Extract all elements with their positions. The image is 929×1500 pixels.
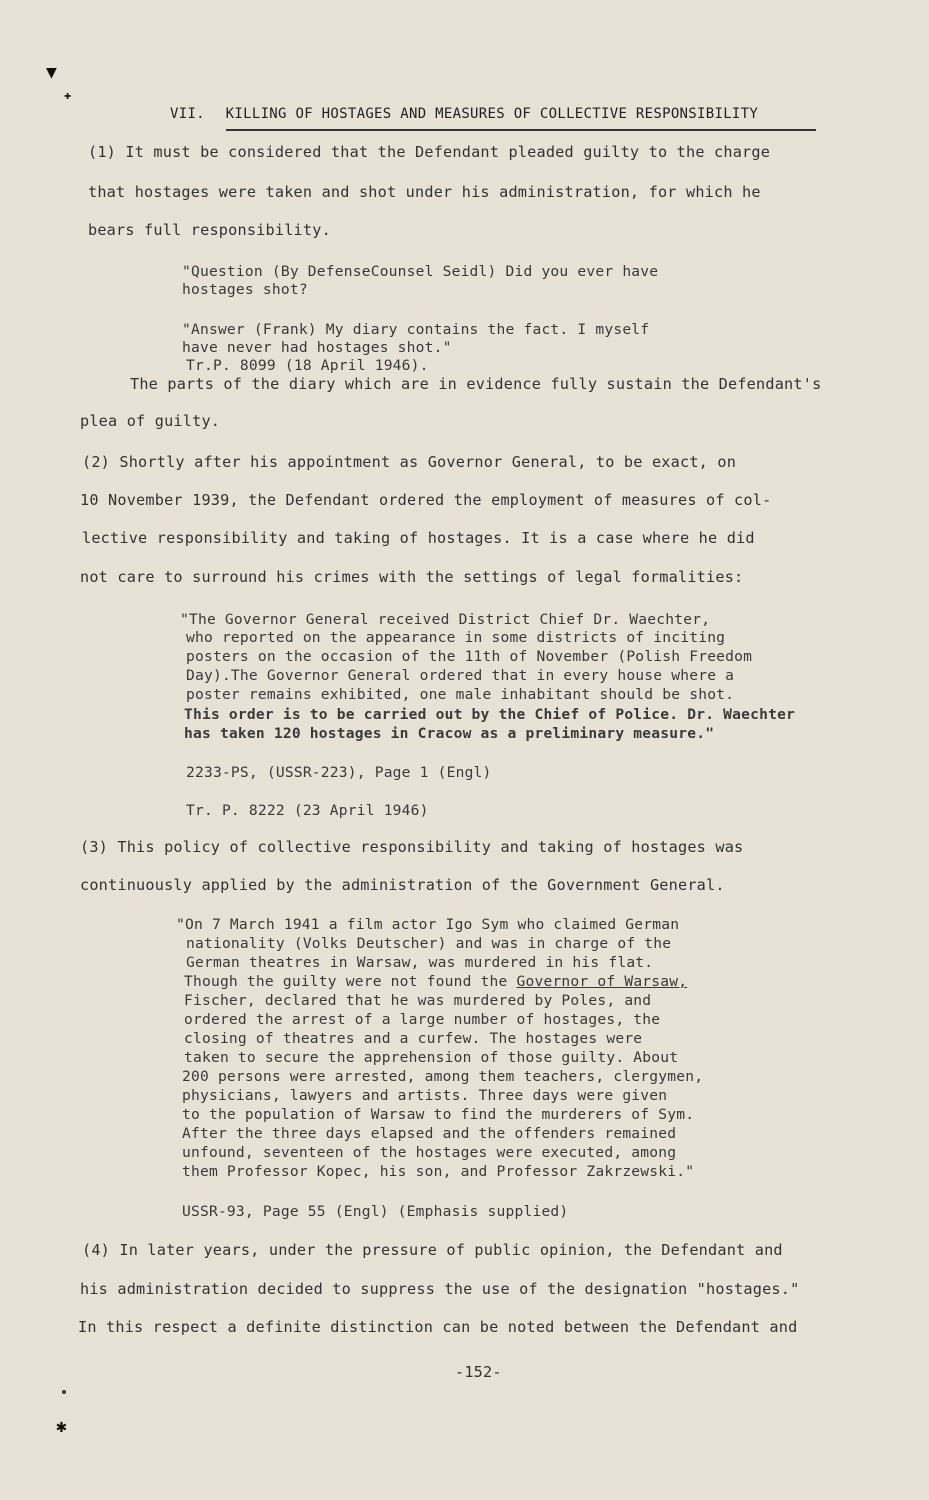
para2-line2: 10 November 1939, the Defendant ordered the employment of measures of col- bbox=[80, 491, 772, 509]
section-number: VII. bbox=[170, 106, 205, 122]
quote-sym-line1: "On 7 March 1941 a film actor Igo Sym who claimed German bbox=[176, 916, 680, 933]
quote-answer-line1: "Answer (Frank) My diary contains the fact. I myself bbox=[182, 321, 650, 338]
quote-question-line2: hostages shot? bbox=[182, 281, 308, 298]
para4-line2: his administration decided to suppress the use of the designation "hostages." bbox=[80, 1280, 800, 1298]
quote-sym-line11: to the population of Warsaw to find the murderers of Sym. bbox=[182, 1106, 695, 1123]
quote-sym-line7: closing of theatres and a curfew. The hostages were bbox=[184, 1030, 643, 1047]
quote-waechter-line3: posters on the occasion of the 11th of November (Polish Freedom bbox=[186, 648, 753, 665]
quote-sym-line4 bbox=[184, 972, 687, 991]
para1-line1: (1) It must be considered that the Defendant pleaded guilty to the charge bbox=[88, 143, 771, 161]
para4-line1: (4) In later years, under the pressure of public opinion, the Defendant and bbox=[82, 1241, 783, 1259]
para1b-line2: plea of guilty. bbox=[80, 412, 221, 430]
quote-answer-line2: have never had hostages shot." bbox=[182, 339, 452, 356]
para2-line4: not care to surround his crimes with the settings of legal formalities: bbox=[80, 568, 744, 586]
para1b-line1: The parts of the diary which are in evidence fully sustain the Defendant's bbox=[130, 375, 822, 393]
section-title: KILLING OF HOSTAGES AND MEASURES OF COLLECTIVE RESPONSIBILITY bbox=[225, 106, 759, 122]
quote-sym-line10: physicians, lawyers and artists. Three days were given bbox=[182, 1087, 668, 1104]
quote-question-line1: "Question (By DefenseCounsel Seidl) Did you ever have bbox=[182, 263, 659, 280]
quote-waechter-line6: This order is to be carried out by the Chief of Police. Dr. Waechter bbox=[184, 706, 796, 723]
quote-sym-line12: After the three days elapsed and the offenders remained bbox=[182, 1125, 677, 1142]
quote-sym-line5: Fischer, declared that he was murdered by Poles, and bbox=[184, 992, 652, 1009]
page-number: -152- bbox=[455, 1363, 502, 1381]
quote-waechter-line5: poster remains exhibited, one male inhabitant should be shot. bbox=[186, 686, 735, 703]
quote-sym-line13: unfound, seventeen of the hostages were executed, among bbox=[182, 1144, 677, 1161]
quote-sym-line8: taken to secure the apprehension of those guilty. About bbox=[184, 1049, 679, 1066]
citation-transcript-8222: Tr. P. 8222 (23 April 1946) bbox=[186, 802, 429, 819]
quote-sym-line3: German theatres in Warsaw, was murdered in his flat. bbox=[186, 954, 654, 971]
section-heading bbox=[170, 106, 758, 122]
quote-sym-line2: nationality (Volks Deutscher) and was in charge of the bbox=[186, 935, 672, 952]
margin-dot bbox=[62, 1390, 66, 1394]
emphasis-governor-of-warsaw: Governor of Warsaw, bbox=[516, 973, 688, 990]
heading-underline bbox=[226, 129, 816, 131]
citation-ussr-93: USSR-93, Page 55 (Engl) (Emphasis supplied) bbox=[182, 1203, 569, 1220]
para1-line2: that hostages were taken and shot under his administration, for which he bbox=[88, 183, 761, 201]
quote-waechter-line2: who reported on the appearance in some districts of inciting bbox=[186, 629, 726, 646]
para4-line3: In this respect a definite distinction can be noted between the Defendant and bbox=[78, 1318, 798, 1336]
para3-line2: continuously applied by the administration of the Government General. bbox=[80, 876, 725, 894]
margin-mark-cross: ✚ bbox=[64, 88, 72, 102]
margin-mark-top: ▼ bbox=[46, 62, 57, 83]
quote-answer-citation: Tr.P. 8099 (18 April 1946). bbox=[186, 357, 429, 374]
quote-sym-line4-text: Though the guilty were not found the bbox=[184, 973, 517, 990]
para2-line1: (2) Shortly after his appointment as Governor General, to be exact, on bbox=[82, 453, 737, 471]
quote-waechter-line4: Day).The Governor General ordered that in every house where a bbox=[186, 667, 735, 684]
quote-waechter-line7: has taken 120 hostages in Cracow as a preliminary measure." bbox=[184, 725, 715, 742]
quote-waechter-line1: "The Governor General received District Chief Dr. Waechter, bbox=[180, 611, 711, 628]
margin-mark-bottom: ✱ bbox=[56, 1416, 67, 1437]
quote-sym-line6: ordered the arrest of a large number of hostages, the bbox=[184, 1011, 661, 1028]
para3-line1: (3) This policy of collective responsibility and taking of hostages was bbox=[80, 838, 744, 856]
para2-line3: lective responsibility and taking of hostages. It is a case where he did bbox=[82, 529, 755, 547]
quote-sym-line14: them Professor Kopec, his son, and Professor Zakrzewski." bbox=[182, 1163, 695, 1180]
para1-line3: bears full responsibility. bbox=[88, 221, 331, 239]
quote-sym-line9: 200 persons were arrested, among them teachers, clergymen, bbox=[182, 1068, 704, 1085]
citation-2233-ps: 2233-PS, (USSR-223), Page 1 (Engl) bbox=[186, 764, 492, 781]
